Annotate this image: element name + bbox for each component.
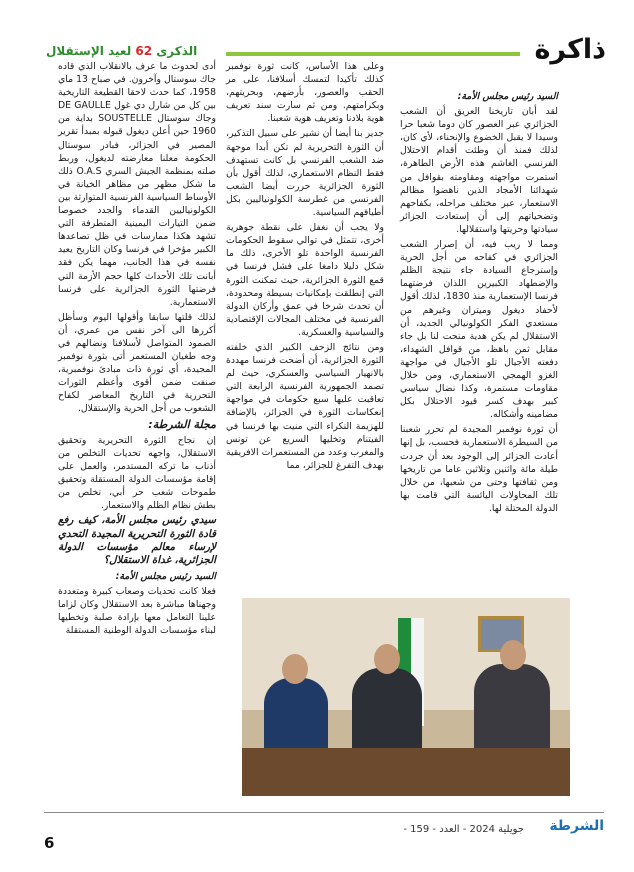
photo-person-head xyxy=(500,640,526,670)
column-right xyxy=(400,90,558,517)
paragraph: لذلك قلتها سابقا وأقولها اليوم وسأظل أكررها الى آخر نفس من عمري، أن الصمود المتواصل لأسلافنا ونضالهم في وجه طغيان المستعمر أتى بثورة نوفمبر المجيدة، أي ثورة ذات مبادئ نوفمبرية، صنفت ضمن أقوى وأعظم الثورات التحررية في التاريخ المعاصر لكفاح الشعوب من أجل الحرية والإستقلال. xyxy=(58,311,216,415)
page-footer xyxy=(44,808,604,852)
header-rule xyxy=(226,52,520,56)
paragraph: لقد أبان تاريخنا العريق أن الشعب الجزائري عبر العصور كان دوما شعبا حرا وسيدا لا يقبل الخضوع والإنحناء، لأي كان، لذلك فمنذ أن وطئت أقدام الاحتلال الفرنسي الغاشم هذه الأرض الطاهرة، استمرت مواجهته ومقاومته بقوافل من شهدائنا الأمجاد الذين ناهضوا مظالم الاستعمار، عبر مختلف مراحله، بكفاحهم وتضحياتهم إلى أن إستعادت الجزائر سيادتها وحريتها واستقلالها. xyxy=(400,106,558,235)
answer-label: السيد رئيس مجلس الأمة: xyxy=(115,570,216,582)
paragraph: ولا يجب أن نغفل على نقطة جوهرية أخرى، تتمثل في توالي سقوط الحكومات الفرنسية الواحدة تلو الأخرى، ذلك ما شكل دليلا دامغا على فشل فرنسا في قمع الثورة الجزائرية، حيث تمكنت الثورة التي إنطلقت بإمكانيات بسيطة ومحدودة، أن تحدث شرخا في عمق وأركان الدولة الفرنسية في مختلف المجالات الإقتصادية والسياسية والعسكرية. xyxy=(226,222,384,338)
footer-rule xyxy=(44,812,604,813)
tag-prefix: الذكرى xyxy=(156,44,198,58)
column-middle xyxy=(226,60,384,600)
paragraph: أن ثورة نوفمبر المجيدة لم تحرر شعبنا من السيطرة الاستعمارية فحسب، بل إنها أعادت الجزائر إلى الوجود بعد أن جردت طيلة مائة واثنين وثلاثين عاما من تاريخها ومن ثقافتها وحتى من شعبها، من خلال تلك المحاولات اليائسة التي قامت بها الدولة المحتلة لها. xyxy=(400,424,558,514)
photo-person-head xyxy=(374,644,400,674)
paragraph: ومن نتائج الزحف الكبير الذي خلفته الثورة الجزائرية، أن أضحت فرنسا مهددة بالانهيار السياسي والعسكري، حيث لم تصمد الجمهورية الفرنسية الرابعة التي تعاقبت عليها سبع حكومات في مواجهة إنعكاسات الثورة في الجزائر، بالإضافة للهزيمة النكراء التي منيت بها فرنسا في الفيتنام وتخليها السريع عن تونس والمغرب وعدد من المستعمرات الافريقية بهدف التفرغ للجزائر، مما xyxy=(226,341,384,471)
photo-person-head xyxy=(282,654,308,684)
tag-number: 62 xyxy=(135,44,153,58)
issue-info: جويلية 2024 - العدد - 159 - xyxy=(403,824,524,835)
interviewer-text: إن نجاح الثورة التحريرية وتحقيق الاستقلال، واجهه تحديات التخلص من أذناب ما تركه المستدمر، والعمل على إقامة مؤسسات الدولة المستقلة وتحقيق طموحات شعب حر أبي، تخلص من بطش نظام الظلم والاستعمار. xyxy=(58,434,216,511)
meeting-photo xyxy=(242,598,570,796)
interview-question: سيدي رئيس مجلس الأمة، كيف رفع قادة الثورة التحريرية المجيدة التحدي لإرساء معالم مؤسسات الدولة الجزائرية، غداة الاستقلال؟ xyxy=(58,514,216,567)
answer-text: فعلا كانت تحديات وصعاب كبيرة ومتعددة وجهناها مباشرة بعد الاستقلال وكان لزاما علينا التعامل معها بإرادة صلبة وتخطيها لبناء مؤسسات الدولة الوطنية المستقلة xyxy=(58,585,216,637)
interviewer-label: مجلة الشرطة: xyxy=(148,417,216,431)
paragraph: أدى لحدوث ما عرف بالانقلاب الذي قاده جاك سوستال وآخرون. في صباح 13 ماي 1958، كما حدث لاحقا القطيعة التاريخية بين كل من شارل دي غول DE GAULLE وجاك سوستال SOUSTELLE بداية من 1960 حين أعلن ديغول قبوله بمبدأ تقرير المصير في الجزائر، فبادر سوستال الحكومة معلنا معارضته لديغول، وربط صلته بمنظمة الجيش السري O.A.S ذلك ما شكل مظهر من مظاهر الخيانة في الأوساط السياسية الفرنسية المتوارثة بين الكولونياليين القدماء والجدد خصوصا ضمن التيارات اليمينية المتطرفة التي تشهد هكذا ممارسات في ظل تصاعدها الكبير مؤخرا في فرنسا وكان التاريخ يعيد نفسه في هذا الجانب، مهما يكن فقد أبانت تلك الأحداث كلها حجم الأزمة التي فرضتها الثورة الجزائرية على فرنسا الاستعمارية. xyxy=(58,61,217,308)
paragraph: وعلى هذا الأساس، كانت ثورة نوفمبر كذلك تأكيدا لتمسك أسلافنا، على مر الحقب والعصور، بأرضهم، وبحريتهم، وبكرامتهم. ومن ثم سارت سند تعريف هوية بلادنا وتعريف هوية شعبنا. xyxy=(226,61,384,125)
paragraph: جدير بنا أيضا أن نشير على سبيل التذكير، أن الثورة التحريرية لم تكن أبدا موجهة ضد الشعب الفرنسي بل كانت تستهدف فقط النظام الاستعماري، لذلك أقول بأن الثورة الجزائرية حررت أيضا الشعب الفرنسي من غطرسة الكولونياليين بكل أطيافهم السياسية. xyxy=(226,128,384,219)
magazine-logo: الشرطة xyxy=(549,818,604,834)
anniversary-tag xyxy=(46,44,197,58)
tag-suffix: لعيد الإستقلال xyxy=(46,44,132,58)
paragraph: ومما لا ريب فيه، أن إصرار الشعب الجزائري في كفاحه من أجل الحرية وإسترجاع السيادة جاء نتيجة الظلم والإضطهاد الكبيرين اللذان فرضتهما فرنسا الإستعمارية منذ 1830، لذلك أقول لأحفاد ديغول وميتران وغيرهم من مستعدي الفكر الكولونيالي الجديد، أن الاستقلال لم يكن هدية منحت لنا بل جاء مقابل ثمن باهظ، من قوافل الشهداء، دفعته الأجيال تلو الأجيال في مواجهة الغزو الهمجي الاستعماري، ومن خلال مقاومات مستمرة، وكذا نضال سياسي كبير بهدف كسر قيود الاحتلال بكل مضامينه وأشكاله. xyxy=(400,239,558,421)
speaker-label: السيد رئيس مجلس الأمة: xyxy=(457,91,558,102)
column-left xyxy=(58,60,216,639)
photo-desk xyxy=(242,748,570,796)
section-title: ذاكرة xyxy=(534,34,606,65)
page-number: 6 xyxy=(44,834,55,852)
